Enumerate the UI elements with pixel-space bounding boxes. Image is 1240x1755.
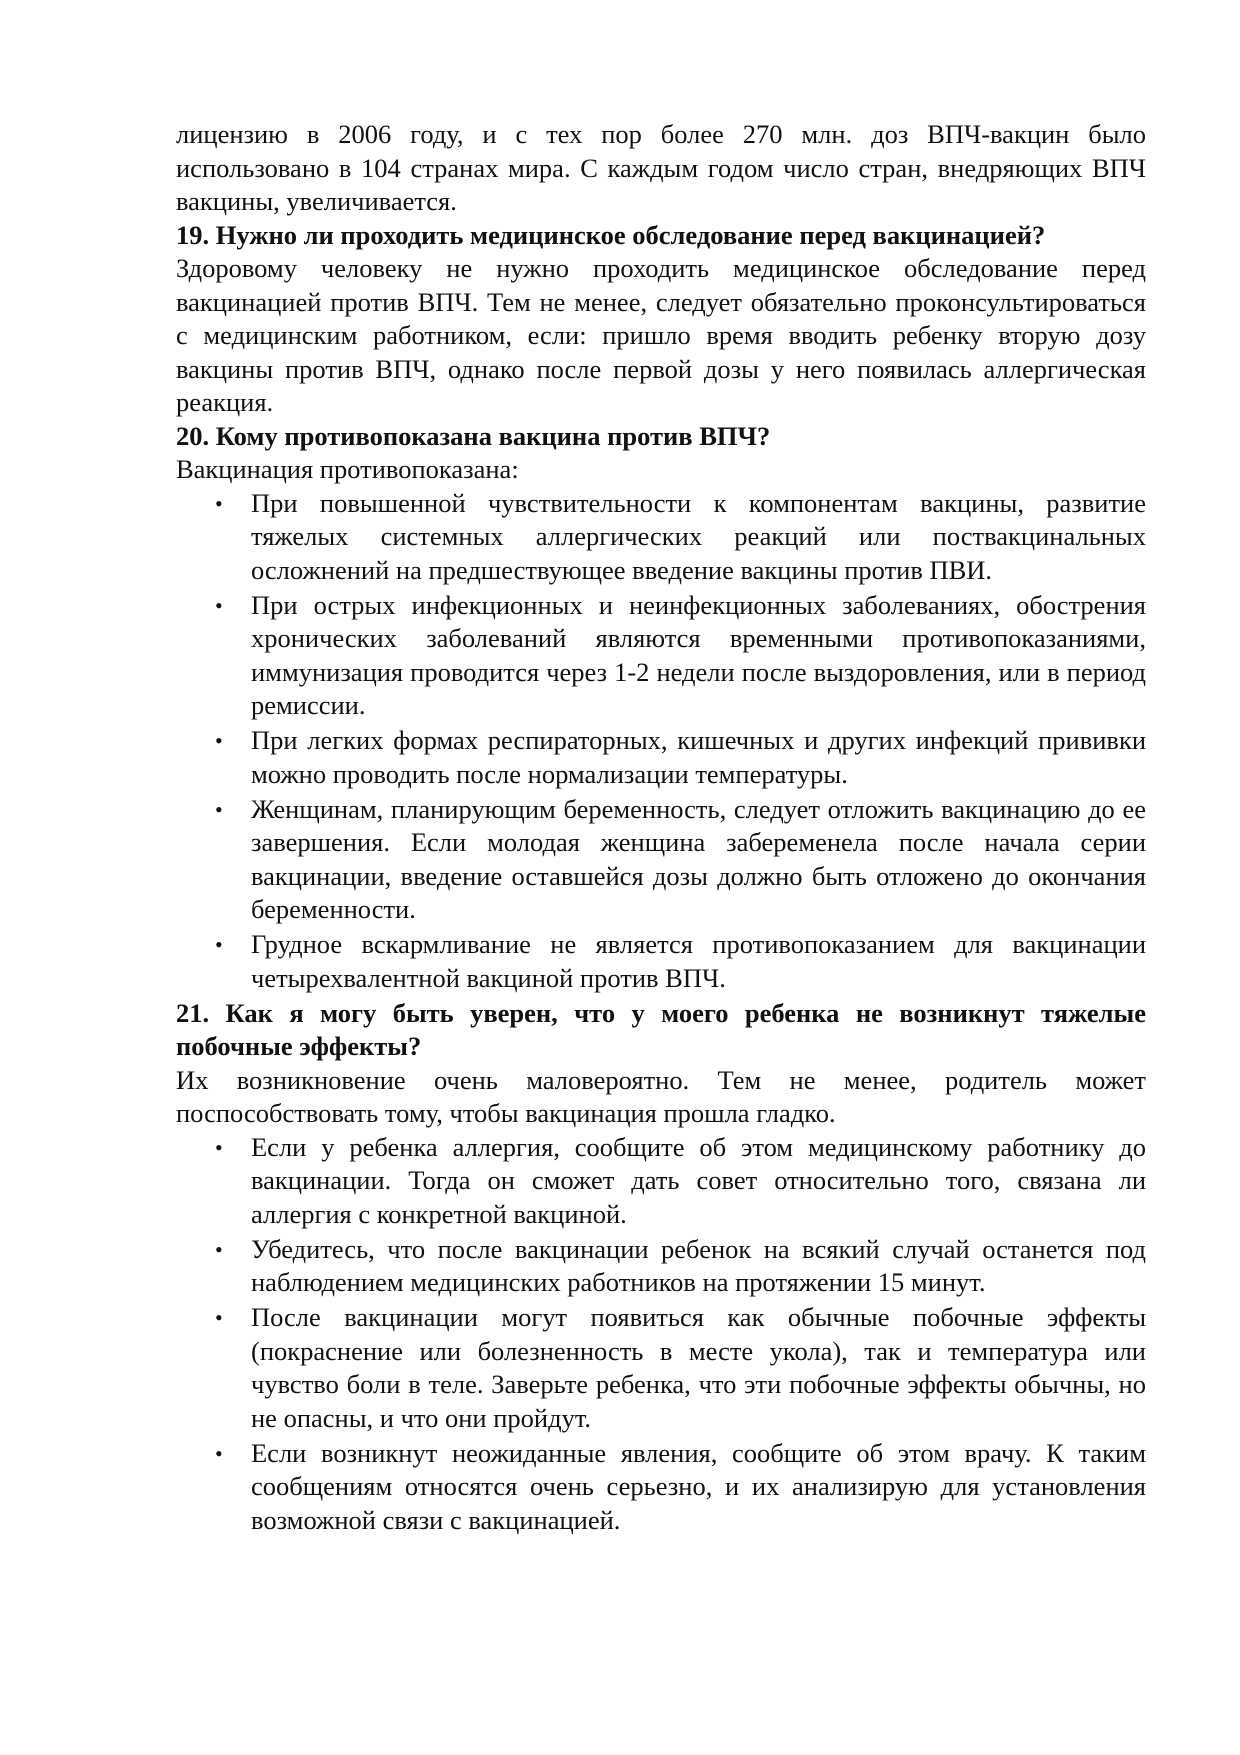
bullet-icon: • [215, 1305, 223, 1330]
contraindications-list [176, 487, 1146, 996]
list-item-text: При легких формах респираторных, кишечных и других инфекций прививки можно проводить после нормализации температуры. [251, 725, 1146, 789]
document-page [176, 118, 1146, 1539]
bullet-icon: • [215, 1236, 223, 1262]
list-item [176, 928, 1146, 995]
bullet-icon: • [215, 592, 223, 618]
list-item-text: Грудное вскармливание не является противопоказанием для вакцинации четырехвалентной вакциной против ВПЧ. [251, 929, 1146, 993]
side-effects-advice-list [176, 1131, 1146, 1538]
list-item-text: При острых инфекционных и неинфекционных заболеваниях, обострения хронических заболеваний являются временными противопоказаниями, иммунизация проводится через 1-2 недели после выздоровления, или в период ремиссии. [251, 589, 1146, 720]
list-item-text: Если возникнут неожиданные явления, сообщите об этом врачу. К таким сообщениям относятся очень серьезно, и их анализирую для установления возможной связи с вакцинацией. [251, 1437, 1146, 1535]
question-20-heading: 20. Кому противопоказана вакцина против ВПЧ? [176, 420, 771, 451]
bullet-icon: • [215, 728, 223, 753]
question-19-heading: 19. Нужно ли проходить медицинское обследование перед вакцинацией? [176, 219, 1046, 250]
list-item [176, 793, 1146, 927]
list-item [176, 487, 1146, 588]
list-item [176, 1301, 1146, 1435]
question-21-heading: 21. Как я могу быть уверен, что у моего ребенка не возникнут тяжелые побочные эффекты? [176, 997, 1146, 1061]
list-item-text: Женщинам, планирующим беременность, следует отложить вакцинацию до ее завершения. Если молодая женщина забеременела после начала серии вакцинации, введение оставшейся дозы должно быть отложено до окончания беременности. [251, 793, 1146, 924]
list-item [176, 1233, 1146, 1300]
list-item-text: После вакцинации могут появиться как обычные побочные эффекты (покраснение или болезненность в месте укола), так и температура или чувство боли в теле. Заверьте ребенка, что эти побочные эффекты обычны, но не опасны, и что они пройдут. [251, 1302, 1146, 1433]
bullet-icon: • [215, 1134, 223, 1160]
question-20-lead: Вакцинация противопоказана: [176, 454, 519, 484]
list-item [176, 724, 1146, 791]
list-item [176, 1437, 1146, 1538]
list-item [176, 589, 1146, 723]
question-21-lead: Их возникновение очень маловероятно. Тем не менее, родитель может поспособствовать тому, чтобы вакцинация прошла гладко. [176, 1064, 1146, 1128]
question-19-answer: Здоровому человеку не нужно проходить медицинское обследование перед вакцинацией против ВПЧ. Тем не менее, следует обязательно проконсультироваться с медицинским работником, если: пришло время вводить ребенку вторую дозу вакцины против ВПЧ, однако после первой дозы у него появилась аллергическая реакция. [176, 253, 1146, 417]
intro-paragraph: лицензию в 2006 году, и с тех пор более 270 млн. доз ВПЧ-вакцин было использовано в 104 странах мира. С каждым годом число стран, внедряющих ВПЧ вакцины, увеличивается. [176, 119, 1146, 216]
bullet-icon: • [215, 1440, 223, 1466]
list-item-text: Убедитесь, что после вакцинации ребенок на всякий случай останется под наблюдением медицинских работников на протяжении 15 минут. [251, 1233, 1146, 1297]
list-item-text: При повышенной чувствительности к компонентам вакцины, развитие тяжелых системных аллергических реакций или поствакцинальных осложнений на предшествующее введение вакцины против ПВИ. [251, 487, 1146, 585]
list-item [176, 1131, 1146, 1232]
list-item-text: Если у ребенка аллергия, сообщите об этом медицинскому работнику до вакцинации. Тогда он сможет дать совет относительно того, связана ли аллергия с конкретной вакциной. [251, 1131, 1146, 1229]
bullet-icon: • [215, 932, 223, 957]
bullet-icon: • [215, 796, 223, 822]
bullet-icon: • [215, 490, 223, 516]
